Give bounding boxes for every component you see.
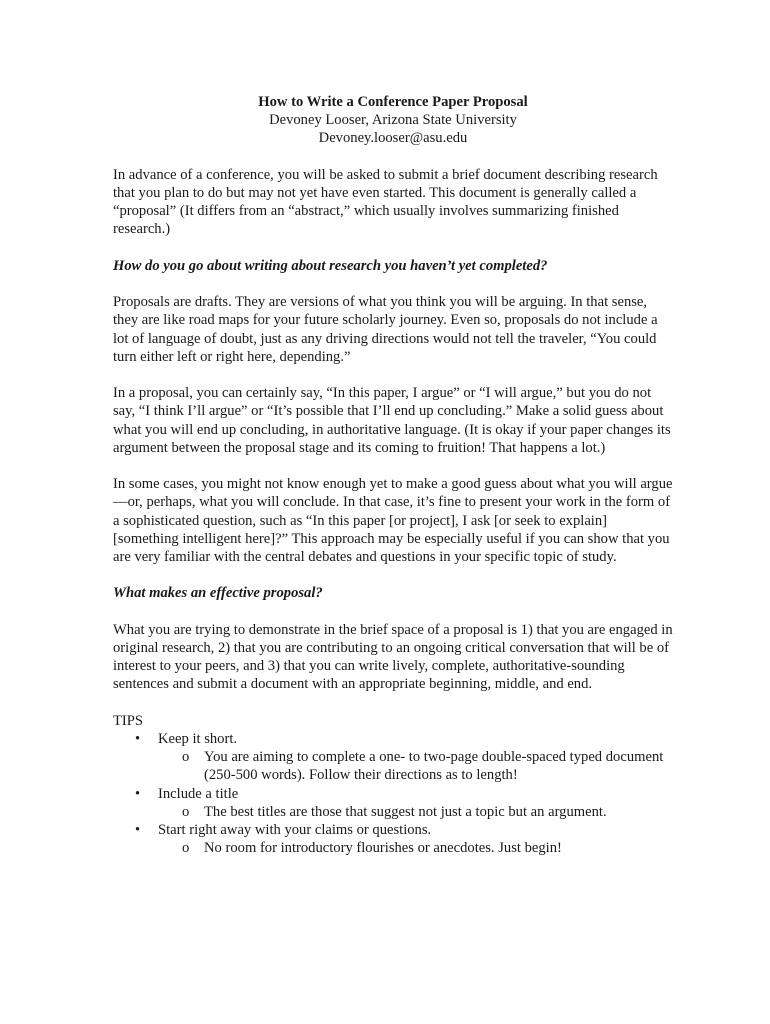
list-item (113, 821, 673, 857)
sub-list (158, 803, 673, 821)
list-item (113, 730, 673, 785)
tip-text: Keep it short. (158, 730, 238, 747)
paragraph-effective: What you are trying to demonstrate in the brief space of a proposal is 1) that you are engaged in original research, 2) that you are contributing to an ongoing critical conversation that will be of interest to your peers, and 3) that you can write lively, complete, authoritative-sounding sentences and submit a document with an appropriate beginning, middle, and end. (113, 621, 673, 693)
tips-list (113, 730, 673, 857)
sub-bullet-icon: o (182, 840, 190, 857)
sub-list-item (158, 748, 673, 784)
sub-list-item (158, 803, 673, 821)
author-line: Devoney Looser, Arizona State University (269, 112, 517, 129)
bullet-icon: • (135, 730, 141, 747)
paragraph-authoritative: In a proposal, you can certainly say, “In this paper, I argue” or “I will argue,” but you do not say, “I think I’ll argue” or “It’s possible that I’ll end up concluding.” Make a solid guess about what you will end up concluding, in authoritative language. (It is okay if your paper changes its argument between the proposal stage and its coming to fruition! That happens a lot.) (113, 385, 671, 456)
email-line: Devoney.looser@asu.edu (318, 130, 468, 147)
document-title: How to Write a Conference Paper Proposal (258, 94, 528, 110)
paragraph-question: In some cases, you might not know enough yet to make a good guess about what you will argue—or, perhaps, what you will conclude. In that case, it’s fine to present your work in the form of a sophisticated question, such as “In this paper [or project], I ask [or seek to explain] [something intelligent here]?” This approach may be especially useful if you can show that you are very familiar with the central debates and questions in your specific topic of study. (113, 476, 673, 565)
sub-bullet-icon: o (182, 803, 190, 820)
sub-list (158, 748, 673, 784)
sub-tip-text: The best titles are those that suggest not just a topic but an argument. (204, 803, 607, 820)
sub-list-item (158, 839, 673, 857)
paragraph-drafts: Proposals are drafts. They are versions of what you think you will be arguing. In that sense, they are like road maps for your future scholarly journey. Even so, proposals do not include a lot of language of doubt, just as any driving directions would not tell the traveler, “You could turn either left or right here, depending.” (113, 294, 658, 365)
bullet-icon: • (135, 822, 141, 838)
section-heading-effective: What makes an effective proposal? (113, 585, 323, 602)
sub-bullet-icon: o (182, 749, 190, 766)
document-page (113, 93, 673, 857)
sub-tip-text: You are aiming to complete a one- to two-page double-spaced typed document (250-500 words). Follow their directions as to length! (204, 749, 664, 784)
intro-paragraph: In advance of a conference, you will be asked to submit a brief document describing research that you plan to do but may not yet have even started. This document is generally called a “proposal” (It differs from an “abstract,” which usually involves summarizing finished research.) (113, 166, 658, 238)
bullet-icon: • (135, 785, 141, 802)
list-item (113, 785, 673, 821)
section-heading-research: How do you go about writing about research you haven’t yet completed? (113, 257, 548, 274)
sub-list (158, 839, 673, 857)
document-header (113, 93, 673, 148)
sub-tip-text: No room for introductory flourishes or anecdotes. Just begin! (204, 840, 562, 857)
tip-text: Include a title (158, 785, 239, 802)
tip-text: Start right away with your claims or questions. (158, 822, 432, 838)
tips-label: TIPS (113, 712, 144, 729)
